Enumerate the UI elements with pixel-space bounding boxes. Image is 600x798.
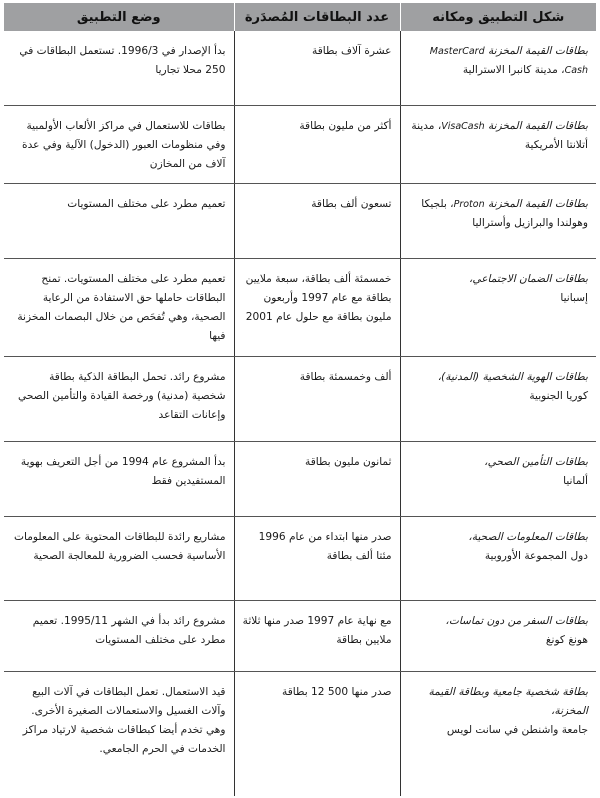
application-cell <box>400 441 596 516</box>
cards-cell: صدر منها ابتداء من عام 1996 مئتا ألف بطاقة <box>234 516 400 600</box>
application-place: جامعة واشنطن في سانت لويس <box>446 723 588 736</box>
application-place: دول المجموعة الأوروبية <box>484 549 588 562</box>
table-row <box>4 258 596 356</box>
table-row <box>4 31 596 105</box>
application-title: بطاقات الضمان الاجتماعي، <box>468 272 588 285</box>
application-cell <box>400 258 596 356</box>
cards-cell: ألف وخمسمئة بطاقة <box>234 356 400 441</box>
cards-cell: تسعون ألف بطاقة <box>234 183 400 258</box>
table-row <box>4 183 596 258</box>
application-latin: VisaCash <box>441 120 485 132</box>
table-row <box>4 441 596 516</box>
application-cell <box>400 356 596 441</box>
table-row <box>4 105 596 183</box>
status-cell: بدأ المشروع عام 1994 من أجل التعريف بهوية المستفيدين فقط <box>4 441 234 516</box>
status-cell: تعميم مطرد على مختلف المستويات <box>4 183 234 258</box>
application-place: ألمانيا <box>563 474 588 487</box>
application-title: بطاقات التأمين الصحي، <box>484 455 588 468</box>
status-cell: مشروع رائد بدأ في الشهر 1995/11. تعميم مطرد على مختلف المستويات <box>4 600 234 671</box>
application-place: كوريا الجنوبية <box>529 389 588 402</box>
application-title: بطاقات الهوية الشخصية (المدنية)، <box>437 370 588 383</box>
application-title: بطاقات القيمة المخزنة <box>487 45 588 57</box>
application-cell <box>400 105 596 183</box>
application-cell <box>400 600 596 671</box>
table-row <box>4 356 596 441</box>
cards-cell: خمسمئة ألف بطاقة، سبعة ملايين بطاقة مع عام 1997 وأربعون مليون بطاقة مع حلول عام 2001 <box>234 258 400 356</box>
application-latin: MasterCard Cash <box>429 46 588 76</box>
application-place: إسبانيا <box>560 291 588 304</box>
table-row <box>4 516 596 600</box>
application-title: بطاقات القيمة المخزنة <box>487 197 588 210</box>
cards-cell: مع نهاية عام 1997 صدر منها ثلاثة ملايين بطاقة <box>234 600 400 671</box>
status-cell: تعميم مطرد على مختلف المستويات. تمنح البطاقات حاملها حق الاستفادة من الرعاية الصحية، وهي تُفحَص من خلال البصمات المخزنة فيها <box>4 258 234 356</box>
status-cell: بدأ الإصدار في 1996/3. تستعمل البطاقات في 250 محلا تجاريا <box>4 31 234 105</box>
application-place: هونغ كونغ <box>545 633 588 646</box>
application-cell <box>400 31 596 105</box>
status-cell: مشاريع رائدة للبطاقات المحتوية على المعلومات الأساسية فحسب الضرورية للمعالجة الصحية <box>4 516 234 600</box>
table-row <box>4 671 596 796</box>
header-cards: عدد البطاقات المُصدَرة <box>234 3 400 31</box>
application-place: ، مدينة كانبرا الاسترالية <box>462 64 565 76</box>
application-cell <box>400 183 596 258</box>
application-title: بطاقة شخصية جامعية وبطاقة القيمة المخزنة، <box>428 685 588 717</box>
application-latin: Proton <box>453 198 485 210</box>
status-cell: قيد الاستعمال. تعمل البطاقات في آلات البيع وآلات الغسيل والاستعمالات الصغيرة الأخرى. وهي تخدم أيضا كبطاقات شخصية لارتياد مراكز الخدمات في الحرم الجامعي. <box>22 685 226 755</box>
application-title: بطاقات المعلومات الصحية، <box>468 530 588 543</box>
header-row <box>4 3 596 31</box>
application-place: ، مدينة أتلانتا الأمريكية <box>411 119 588 151</box>
cards-cell: عشرة آلاف بطاقة <box>234 31 400 105</box>
table-row <box>4 600 596 671</box>
application-place: ، بلجيكا وهولندا والبرازيل وأستراليا <box>421 197 588 229</box>
status-cell: مشروع رائد. تحمل البطاقة الذكية بطاقة شخصية (مدنية) ورخصة القيادة والتأمين الصحي وإعانات التقاعد <box>4 356 234 441</box>
header-status: وضع التطبيق <box>4 3 234 31</box>
application-title: بطاقات القيمة المخزنة <box>487 119 588 132</box>
application-cell <box>400 516 596 600</box>
header-application: شكل التطبيق ومكانه <box>400 3 596 31</box>
cards-cell: صدر منها 500 12 بطاقة <box>234 671 400 796</box>
application-title: بطاقات السفر من دون تماسات، <box>445 614 588 627</box>
application-cell <box>400 671 596 796</box>
cards-cell: ثمانون مليون بطاقة <box>234 441 400 516</box>
cards-cell: أكثر من مليون بطاقة <box>234 105 400 183</box>
status-cell: بطاقات للاستعمال في مراكز الألعاب الأولمبية وفي منظومات العبور (الدخول) الآلية وفي عدة آلاف من المخازن <box>4 105 234 183</box>
smart-card-applications-table <box>4 3 596 796</box>
